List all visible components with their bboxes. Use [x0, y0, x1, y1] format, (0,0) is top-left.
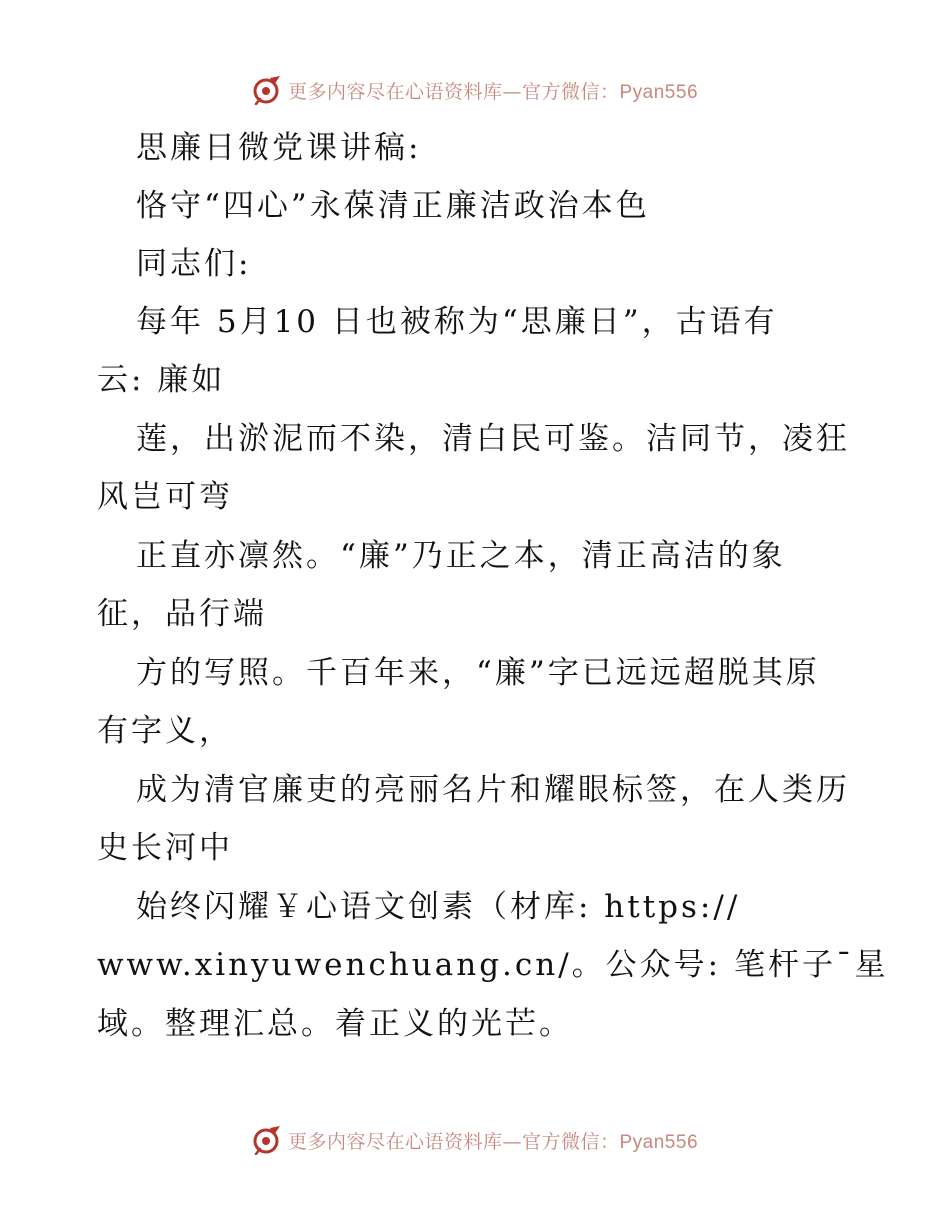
- doc-line: 征，品行端: [97, 596, 267, 632]
- banner-slogan-text: 更多内容尽在心语资料库—官方微信：: [287, 80, 620, 103]
- doc-line: 成为清官廉吏的亮丽名片和耀眼标签，在人类历: [136, 772, 850, 808]
- doc-line: 风岂可弯: [97, 479, 233, 515]
- doc-subtitle: 恪守“四心”永葆清正廉洁政治本色: [136, 188, 650, 224]
- banner-slogan-text: 更多内容尽在心语资料库—官方微信：: [287, 1130, 620, 1153]
- doc-line: 正直亦凛然。“廉”乃正之本，清正高洁的象: [136, 538, 786, 574]
- doc-salutation: 同志们:: [136, 246, 252, 282]
- footer-banner: [0, 1123, 950, 1157]
- banner-account: Pyan556: [619, 81, 699, 103]
- brush-logo-icon: [252, 75, 282, 105]
- banner-slogan: [288, 1127, 698, 1154]
- doc-line: 云: 廉如: [97, 362, 226, 398]
- doc-line: 莲，出淤泥而不染，清白民可鉴。洁同节，凌狂: [136, 421, 850, 457]
- doc-line: 域。整理汇总。着正义的光芒。: [97, 1006, 573, 1042]
- doc-line: www.xinyuwenchuang.cn/。公众号: 笔杆子¯星: [97, 947, 889, 983]
- doc-line: 史长河中: [97, 830, 233, 866]
- doc-line: 始终闪耀￥心语文创素（材库: https://: [136, 889, 741, 925]
- doc-line: 每年 5月10 日也被称为“思廉日”，古语有: [136, 304, 778, 340]
- header-banner: [0, 73, 950, 107]
- banner-slogan: [288, 77, 698, 104]
- doc-line: 方的写照。千百年来，“廉”字已远远超脱其原: [136, 655, 820, 691]
- banner-account: Pyan556: [619, 1131, 699, 1153]
- doc-line: 有字义，: [97, 713, 233, 749]
- brush-logo-icon: [252, 1125, 282, 1155]
- doc-title: 思廉日微党课讲稿:: [136, 130, 422, 166]
